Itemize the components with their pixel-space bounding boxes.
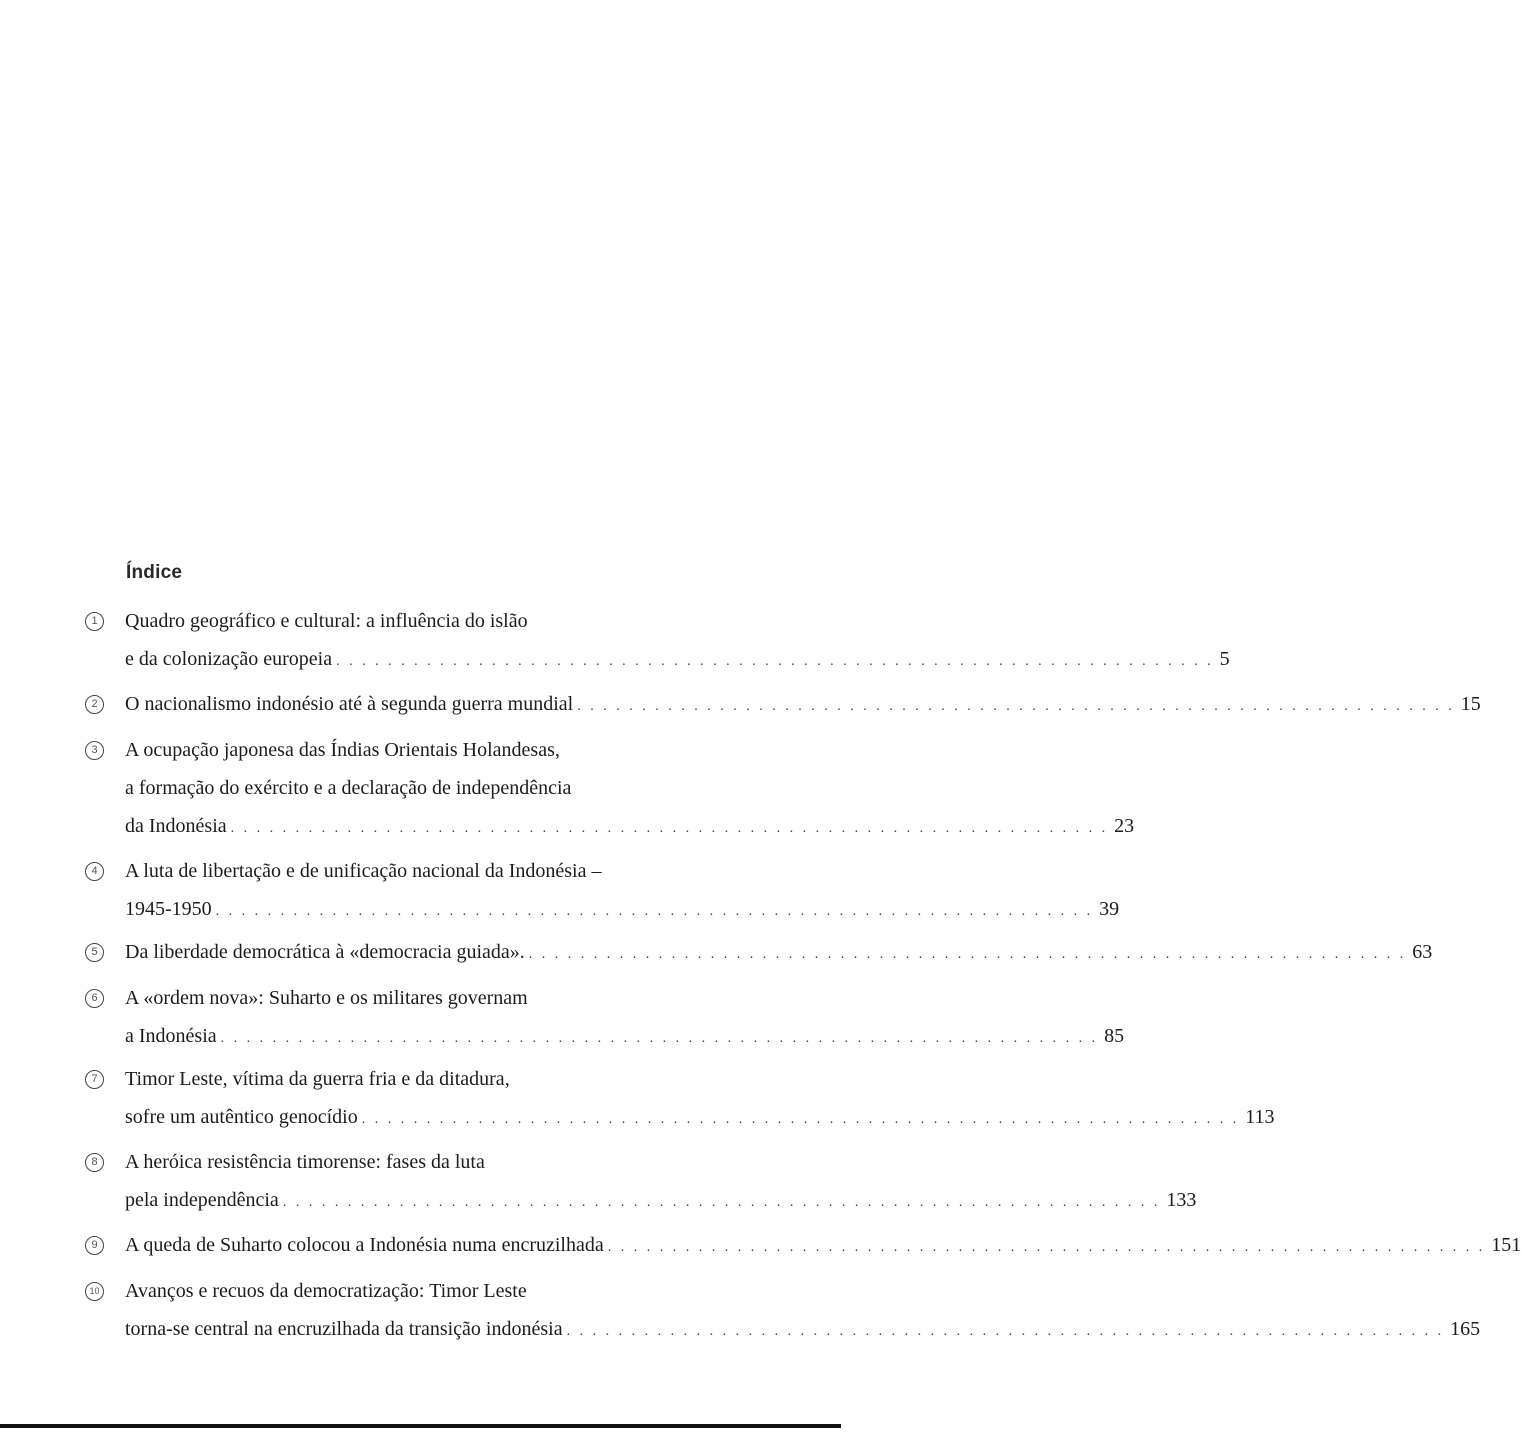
toc-entry-title-line: A «ordem nova»: Suharto e os militares governam [125, 987, 528, 1009]
dot-leader: . . . . . . . . . . . . . . . . . . . . . . . . . . . . . . . . . . . . . . . . . . . . . . . . . . . . . . . . . . . . . . . . . . . . [215, 904, 1094, 919]
toc-entry-title-line: a formação do exército e a declaração de independência [125, 777, 572, 799]
page-number: 15 [1460, 693, 1481, 715]
chapter-number-circle: 4 [85, 862, 104, 881]
toc-entry-title-line: Quadro geográfico e cultural: a influência do islão [125, 610, 528, 632]
page-number: 85 [1104, 1025, 1125, 1047]
dot-leader: . . . . . . . . . . . . . . . . . . . . . . . . . . . . . . . . . . . . . . . . . . . . . . . . . . . . . . . . . . . . . . . . . . . . [220, 1031, 1099, 1046]
toc-entry-title-line: A luta de libertação e de unificação nacional da Indonésia – [125, 860, 602, 882]
page-number: 63 [1412, 941, 1433, 963]
toc-entry-title-line: Da liberdade democrática à «democracia guiada». [125, 941, 525, 963]
chapter-number-circle: 9 [85, 1236, 104, 1255]
dot-leader: . . . . . . . . . . . . . . . . . . . . . . . . . . . . . . . . . . . . . . . . . . . . . . . . . . . . . . . . . . . . . . . . . . . . [577, 699, 1455, 714]
toc-entry-title-line: O nacionalismo indonésio até à segunda guerra mundial [125, 693, 574, 715]
page-title: Índice [126, 562, 183, 583]
toc-entry-last-line [125, 647, 1230, 674]
toc-entry-title-line: 1945-1950 [125, 898, 212, 920]
toc-entry-title-line: Timor Leste, vítima da guerra fria e da ditadura, [125, 1068, 510, 1090]
toc-entry-title-line: Avanços e recuos da democratização: Timor Leste [125, 1280, 527, 1302]
toc-entry-title-line: A ocupação japonesa das Índias Orientais Holandesas, [125, 739, 560, 761]
toc-entry-title-line: A queda de Suharto colocou a Indonésia numa encruzilhada [125, 1234, 604, 1256]
toc-entry-title-line: A heróica resistência timorense: fases da luta [125, 1151, 485, 1173]
page-number: 39 [1099, 898, 1120, 920]
toc-entry-last-line [125, 1233, 1521, 1260]
toc-entry-last-line [125, 1188, 1197, 1215]
page-number: 151 [1491, 1234, 1521, 1256]
toc-entry-last-line [125, 1317, 1481, 1344]
dot-leader: . . . . . . . . . . . . . . . . . . . . . . . . . . . . . . . . . . . . . . . . . . . . . . . . . . . . . . . . . . . . . . . . . . . . [282, 1195, 1161, 1210]
dot-leader: . . . . . . . . . . . . . . . . . . . . . . . . . . . . . . . . . . . . . . . . . . . . . . . . . . . . . . . . . . . . . . . . . . . . [361, 1112, 1240, 1127]
dot-leader: . . . . . . . . . . . . . . . . . . . . . . . . . . . . . . . . . . . . . . . . . . . . . . . . . . . . . . . . . . . . . . . . . . . . [566, 1324, 1445, 1339]
page-number: 5 [1219, 648, 1230, 670]
toc-entry-title-line: pela independência [125, 1189, 279, 1211]
toc-entry-last-line [125, 1105, 1275, 1132]
chapter-number-circle: 7 [85, 1070, 104, 1089]
toc-entry-last-line [125, 897, 1120, 924]
page-number: 23 [1114, 815, 1135, 837]
bottom-rule [0, 1424, 841, 1428]
toc-entry-title-line: da Indonésia [125, 815, 227, 837]
dot-leader: . . . . . . . . . . . . . . . . . . . . . . . . . . . . . . . . . . . . . . . . . . . . . . . . . . . . . . . . . . . . . . . . . . . . [230, 821, 1109, 836]
chapter-number-circle: 10 [85, 1282, 104, 1301]
dot-leader: . . . . . . . . . . . . . . . . . . . . . . . . . . . . . . . . . . . . . . . . . . . . . . . . . . . . . . . . . . . . . . . . . . . . [528, 947, 1407, 962]
toc-entry-last-line [125, 692, 1481, 719]
chapter-number-circle: 8 [85, 1153, 104, 1172]
page-number: 165 [1450, 1318, 1481, 1340]
toc-entry-title-line: torna-se central na encruzilhada da transição indonésia [125, 1318, 563, 1340]
toc-entry-last-line [125, 940, 1433, 967]
chapter-number-circle: 3 [85, 741, 104, 760]
dot-leader: . . . . . . . . . . . . . . . . . . . . . . . . . . . . . . . . . . . . . . . . . . . . . . . . . . . . . . . . . . . . . . . . . . . . [336, 654, 1214, 669]
toc-entry-title-line: e da colonização europeia [125, 648, 333, 670]
chapter-number-circle: 2 [85, 695, 104, 714]
toc-entry-last-line [125, 1024, 1125, 1051]
toc-entry-last-line [125, 814, 1135, 841]
toc-entry-title-line: sofre um autêntico genocídio [125, 1106, 358, 1128]
chapter-number-circle: 5 [85, 943, 104, 962]
chapter-number-circle: 6 [85, 989, 104, 1008]
chapter-number-circle: 1 [85, 612, 104, 631]
dot-leader: . . . . . . . . . . . . . . . . . . . . . . . . . . . . . . . . . . . . . . . . . . . . . . . . . . . . . . . . . . . . . . . . . . . . [607, 1240, 1486, 1255]
page-number: 133 [1166, 1189, 1197, 1211]
page-number: 113 [1245, 1106, 1275, 1128]
toc-entry-title-line: a Indonésia [125, 1025, 217, 1047]
